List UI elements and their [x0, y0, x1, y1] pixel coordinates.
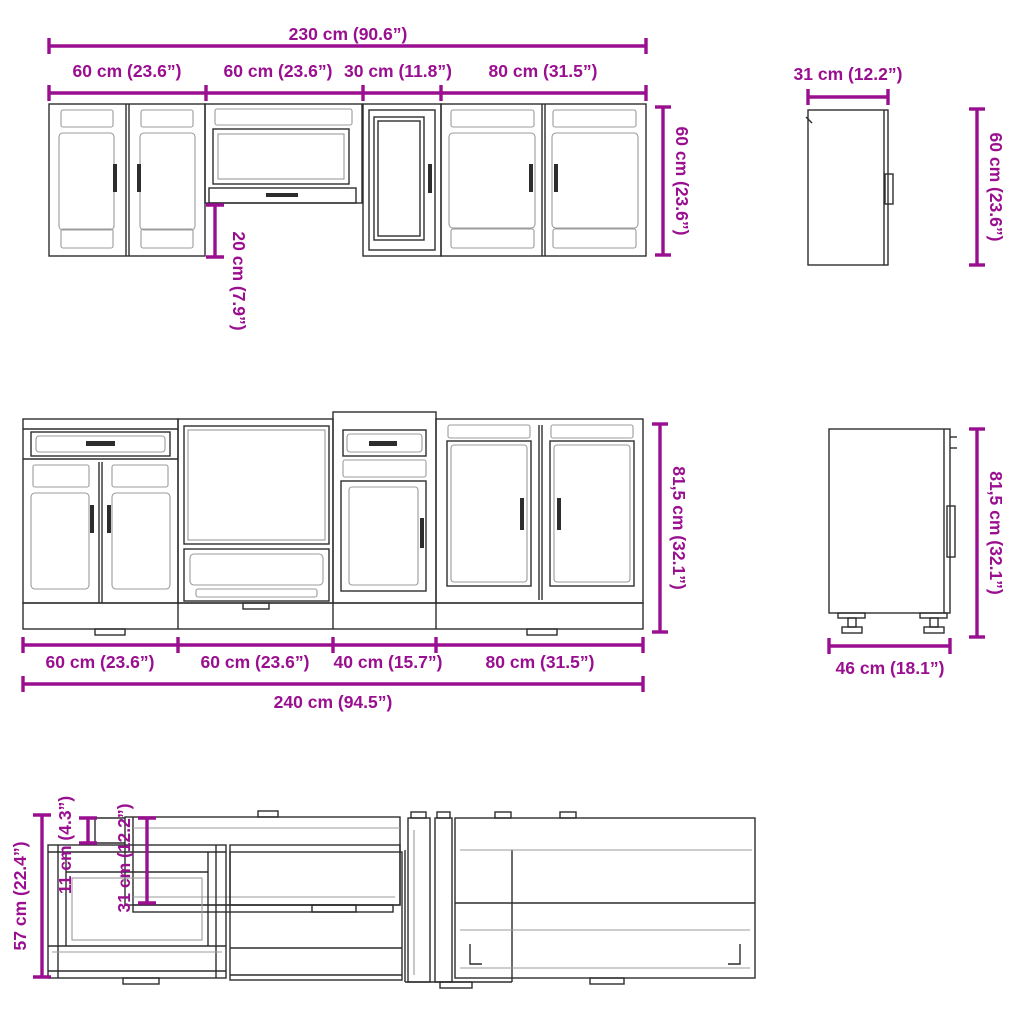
dim-label: 30 cm (11.8”) — [344, 61, 452, 81]
bottom-tab — [123, 978, 159, 984]
plinth-tab — [243, 603, 269, 609]
dim-label: 240 cm (94.5”) — [273, 692, 393, 712]
drawer-notch — [312, 905, 356, 912]
wall-cabinet-row — [49, 104, 646, 256]
bottom-tab — [590, 978, 624, 984]
dim-wall-under-cabinet-gap — [206, 205, 249, 331]
side-handle — [947, 506, 955, 557]
dim-wall-side-height — [969, 109, 1006, 265]
side-handle — [885, 174, 893, 204]
door-handle — [107, 505, 111, 533]
dim-label: 60 cm (23.6”) — [986, 132, 1006, 242]
dim-label: 80 cm (31.5”) — [485, 652, 595, 672]
dim-label: 81,5 cm (32.1”) — [669, 466, 689, 590]
dim-detail-inner-drawer-height — [114, 804, 156, 913]
dim-base-side-depth — [829, 638, 950, 678]
dim-label: 40 cm (15.7”) — [333, 652, 443, 672]
wall-cabinet-30-glass-door — [363, 104, 441, 256]
dim-label: 57 cm (22.4”) — [10, 841, 30, 951]
adjustable-foot — [920, 613, 947, 633]
door-handle — [529, 164, 533, 192]
wall-cabinet-60-double-door — [49, 104, 205, 256]
dim-label: 31 cm (12.2”) — [793, 64, 903, 84]
wall-cabinet-side-view — [806, 110, 893, 265]
dim-label: 60 cm (23.6”) — [45, 652, 155, 672]
top-tab — [437, 812, 450, 818]
base-row-plinth — [23, 603, 643, 635]
shelf-handle — [266, 193, 298, 197]
base-cabinet-40-drawer-door — [333, 412, 436, 603]
base-cabinet-row — [23, 412, 643, 635]
base-cabinet-60-drawer-doors — [23, 419, 178, 603]
dim-base-height — [652, 424, 689, 632]
dim-wall-height — [655, 107, 692, 255]
door-handle — [428, 164, 432, 193]
dim-base-side-height — [969, 429, 1006, 637]
plinth-tab — [95, 629, 125, 635]
door-handle — [113, 164, 117, 192]
adjustable-foot — [838, 613, 865, 633]
door-handle — [137, 164, 141, 192]
dim-base-segment-widths — [23, 637, 643, 672]
base-cabinet-60-appliance — [178, 419, 333, 609]
dim-wall-side-depth — [794, 64, 903, 105]
dim-base-total-width — [23, 676, 643, 712]
dim-label: 60 cm (23.6”) — [223, 61, 333, 81]
door-handle — [554, 164, 558, 192]
dim-label: 31 cm (12.2”) — [114, 803, 134, 913]
dim-label: 46 cm (18.1”) — [835, 658, 945, 678]
drawer-detail-view — [48, 811, 755, 988]
dim-detail-cabinet-height — [10, 815, 51, 977]
dim-wall-segment-widths — [49, 61, 646, 101]
drawer-handle — [86, 441, 115, 446]
dim-label: 60 cm (23.6”) — [672, 126, 692, 236]
drawer-handle — [369, 441, 397, 446]
dim-wall-total-width — [49, 24, 646, 54]
top-tab — [560, 812, 576, 818]
dim-label: 60 cm (23.6”) — [72, 61, 182, 81]
dim-label: 230 cm (90.6”) — [288, 24, 408, 44]
top-tab — [495, 812, 511, 818]
wall-cabinet-60-appliance — [205, 104, 362, 203]
dim-label: 20 cm (7.9”) — [229, 231, 249, 331]
door-handle — [557, 498, 561, 530]
bottom-tab — [440, 982, 472, 988]
dim-label: 11 cm (4.3”) — [55, 795, 75, 895]
dim-label: 80 cm (31.5”) — [488, 61, 598, 81]
base-cabinet-side-view — [829, 429, 957, 633]
door-handle — [90, 505, 94, 533]
dim-label: 81,5 cm (32.1”) — [986, 471, 1006, 595]
top-tab — [411, 812, 426, 818]
door-handle — [420, 518, 424, 548]
corner-bracket — [728, 944, 740, 964]
dim-label: 60 cm (23.6”) — [200, 652, 310, 672]
wall-cabinet-80-double-door — [441, 104, 646, 256]
top-tab — [258, 811, 278, 817]
corner-bracket — [470, 944, 482, 964]
base-cabinet-80-double-door — [436, 419, 643, 603]
plinth-tab — [527, 629, 557, 635]
door-handle — [520, 498, 524, 530]
